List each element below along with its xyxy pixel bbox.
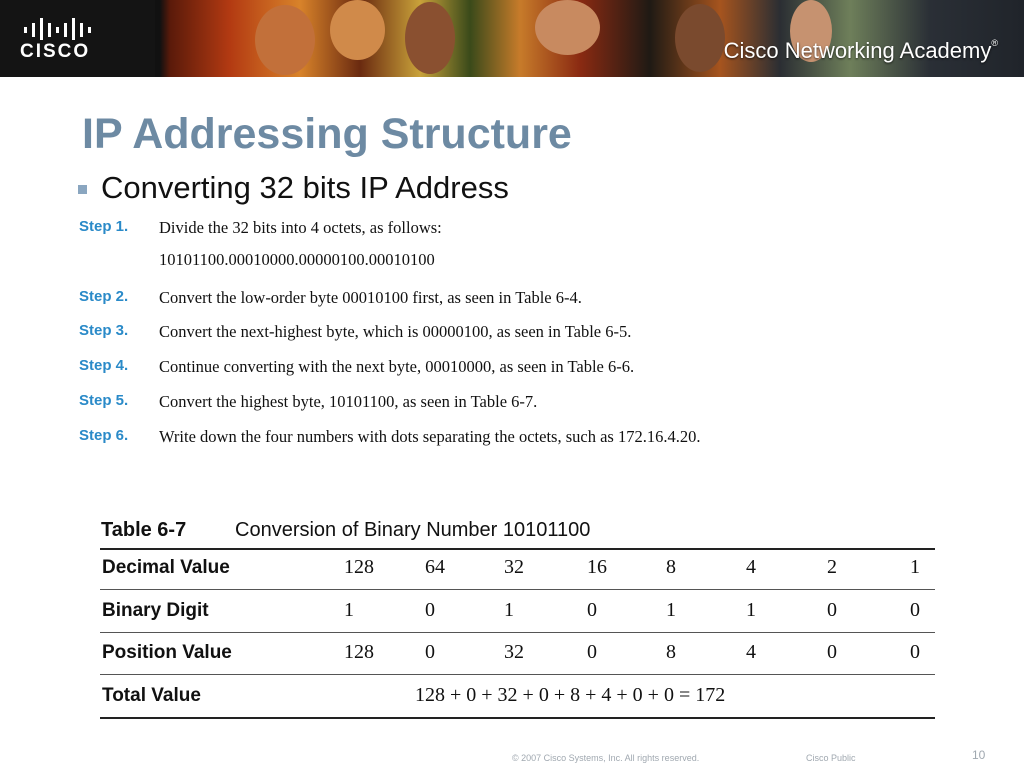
table-cell: 16	[587, 556, 607, 578]
table-cell: 128	[344, 556, 374, 578]
table-cell: 0	[587, 641, 597, 663]
row-header: Binary Digit	[102, 600, 209, 621]
table-cell: 32	[504, 556, 524, 578]
table-cell: 0	[827, 641, 837, 663]
cisco-logo	[0, 0, 155, 77]
step-1	[79, 216, 839, 240]
slide-title: IP Addressing Structure	[82, 110, 572, 158]
row-header: Decimal Value	[102, 557, 230, 578]
table-row-binary	[100, 591, 935, 633]
step-text: Continue converting with the next byte, 00010000, as seen in Table 6-6.	[159, 357, 635, 376]
step-4	[79, 355, 839, 379]
step-5	[79, 390, 839, 414]
table-cell: 0	[827, 599, 837, 621]
step-3	[79, 320, 839, 344]
table-number: Table 6-7	[101, 519, 187, 541]
table-cell: 0	[587, 599, 597, 621]
step-label: Step 5.	[79, 392, 129, 409]
table-cell: 1	[666, 599, 676, 621]
step-text: Divide the 32 bits into 4 octets, as follows:	[159, 218, 442, 237]
cisco-bars-icon	[22, 18, 92, 40]
step-label: Step 2.	[79, 288, 129, 305]
table-cell: 4	[746, 556, 756, 578]
table-cell: 8	[666, 641, 676, 663]
step-text: Convert the low-order byte 00010100 first, as seen in Table 6-4.	[159, 288, 582, 307]
binary-address: 10101100.00010000.00000100.00010100	[159, 250, 435, 269]
table-row-total	[100, 676, 935, 718]
table-cell: 1	[504, 599, 514, 621]
table-cell: 2	[827, 556, 837, 578]
table-cell: 1	[746, 599, 756, 621]
step-label: Step 1.	[79, 218, 129, 235]
academy-title: Cisco Networking Academy®	[723, 38, 998, 63]
total-expression: 128 + 0 + 32 + 0 + 8 + 4 + 0 + 0 = 172	[415, 684, 726, 706]
row-header: Position Value	[102, 642, 232, 663]
step-text: Convert the highest byte, 10101100, as seen in Table 6-7.	[159, 392, 538, 411]
bullet-square-icon	[78, 185, 87, 194]
table-cell: 8	[666, 556, 676, 578]
table-cell: 0	[425, 599, 435, 621]
cisco-wordmark: CISCO	[20, 41, 91, 62]
table-cell: 0	[910, 599, 920, 621]
table-caption	[101, 519, 590, 542]
table-cell: 32	[504, 641, 524, 663]
table-cell: 1	[910, 556, 920, 578]
table-cell: 4	[746, 641, 756, 663]
banner-photo-strip	[155, 0, 795, 77]
table-cell: 128	[344, 641, 374, 663]
footer-copyright: © 2007 Cisco Systems, Inc. All rights reserved.	[512, 753, 700, 763]
table-cell: 0	[910, 641, 920, 663]
step-label: Step 6.	[79, 427, 129, 444]
bullet-item	[78, 170, 509, 206]
table-cell: 64	[425, 556, 445, 578]
page-number: 10	[972, 748, 986, 762]
step-label: Step 4.	[79, 357, 129, 374]
footer-classification: Cisco Public	[806, 753, 856, 763]
header-banner	[0, 0, 1024, 77]
table-title: Conversion of Binary Number 10101100	[235, 519, 591, 541]
table-rule	[100, 589, 935, 590]
bullet-text: Converting 32 bits IP Address	[101, 170, 509, 205]
table-rule	[100, 674, 935, 675]
step-text: Convert the next-highest byte, which is 00000100, as seen in Table 6-5.	[159, 322, 632, 341]
table-row-decimal	[100, 548, 935, 590]
step-2	[79, 286, 839, 310]
step-text: Write down the four numbers with dots separating the octets, such as 172.16.4.20.	[159, 427, 701, 446]
table-bottom-rule	[100, 717, 935, 719]
table-cell: 1	[344, 599, 354, 621]
table-row-position	[100, 633, 935, 675]
row-header: Total Value	[102, 685, 201, 706]
step-6	[79, 425, 839, 449]
table-cell: 0	[425, 641, 435, 663]
step-label: Step 3.	[79, 322, 129, 339]
